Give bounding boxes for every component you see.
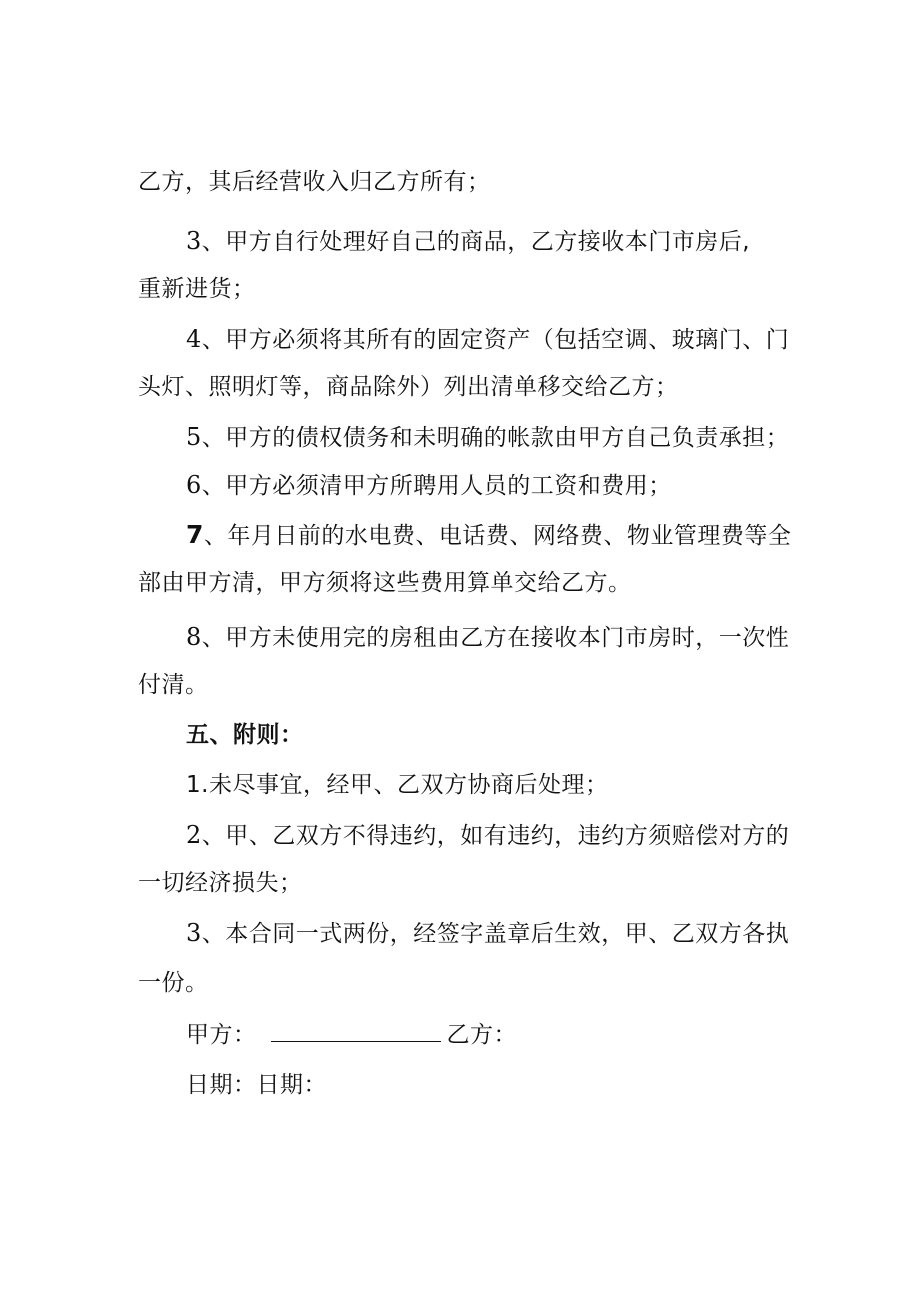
clause-7-text: 、年月日前的水电费、电话费、网络费、物业管理费等全 <box>203 523 792 549</box>
section-heading-appendix <box>186 719 304 751</box>
appendix-clause-1-line <box>186 769 608 801</box>
appendix-clause-2-number: 2 <box>186 821 202 849</box>
appendix-clause-3-text: 、本合同一式两份，经签字盖章后生效，甲、乙双方各执 <box>201 921 790 947</box>
appendix-clause-2-line-1 <box>186 819 789 852</box>
clause-8-text: 、甲方未使用完的房租由乙方在接收本门市房时，一次性 <box>201 625 790 651</box>
party-b-label: 乙方： <box>446 1022 517 1048</box>
clause-3-continuation: 重新进货； <box>138 276 256 302</box>
clause-8-continuation: 付清。 <box>138 672 209 698</box>
clause-4-number: 4 <box>186 325 202 353</box>
clause-4-line-2 <box>138 371 679 403</box>
clause-6-number: 6 <box>186 471 202 499</box>
text-line-1-content: 乙方，其后经营收入归乙方所有； <box>138 169 491 195</box>
party-a-label: 甲方： <box>186 1022 257 1048</box>
clause-7-continuation: 部由甲方清，甲方须将这些费用算单交给乙方。 <box>138 570 632 596</box>
clause-5-line <box>186 421 789 454</box>
clause-4-text: 、甲方必须将其所有的固定资产（包括空调、玻璃门、门 <box>201 327 790 353</box>
appendix-clause-2-continuation: 一切经济损失； <box>138 870 303 896</box>
appendix-clause-2-line-2 <box>138 867 303 899</box>
clause-3-text: 、甲方自行处理好自己的商品，乙方接收本门市房后, <box>201 229 751 255</box>
appendix-clause-3-line-2 <box>138 967 209 999</box>
clause-6-line <box>186 469 672 502</box>
party-a-signature-blank[interactable] <box>271 1019 441 1042</box>
clause-7-number: 7 <box>186 520 204 549</box>
appendix-clause-1-text: 1.未尽事宜，经甲、乙双方协商后处理； <box>186 772 609 798</box>
clause-3-number: 3 <box>186 227 202 255</box>
date-line <box>186 1069 327 1101</box>
clause-7-line-2 <box>138 567 632 599</box>
appendix-clause-3-continuation: 一份。 <box>138 970 209 996</box>
signature-line <box>186 1019 517 1051</box>
clause-8-line-2 <box>138 669 209 701</box>
clause-7-line-1 <box>186 519 791 552</box>
text-line-1 <box>138 166 491 198</box>
section-heading-text: 五、附则： <box>186 722 304 748</box>
appendix-clause-3-line-1 <box>186 917 789 950</box>
clause-3-line-2 <box>138 273 256 305</box>
clause-8-line-1 <box>186 621 789 654</box>
clause-5-text: 、甲方的债权债务和未明确的帐款由甲方自己负责承担； <box>201 425 790 451</box>
appendix-clause-2-text: 、甲、乙双方不得违约，如有违约，违约方须赔偿对方的 <box>201 823 790 849</box>
clause-3-line-1 <box>186 225 750 258</box>
clause-8-number: 8 <box>186 623 202 651</box>
clause-6-text: 、甲方必须清甲方所聘用人员的工资和费用； <box>201 473 672 499</box>
appendix-clause-3-number: 3 <box>186 919 202 947</box>
clause-5-number: 5 <box>186 423 202 451</box>
clause-4-line-1 <box>186 323 789 356</box>
clause-4-continuation: 头灯、照明灯等，商品除外）列出清单移交给乙方； <box>138 374 679 400</box>
date-labels: 日期：日期： <box>186 1072 327 1098</box>
